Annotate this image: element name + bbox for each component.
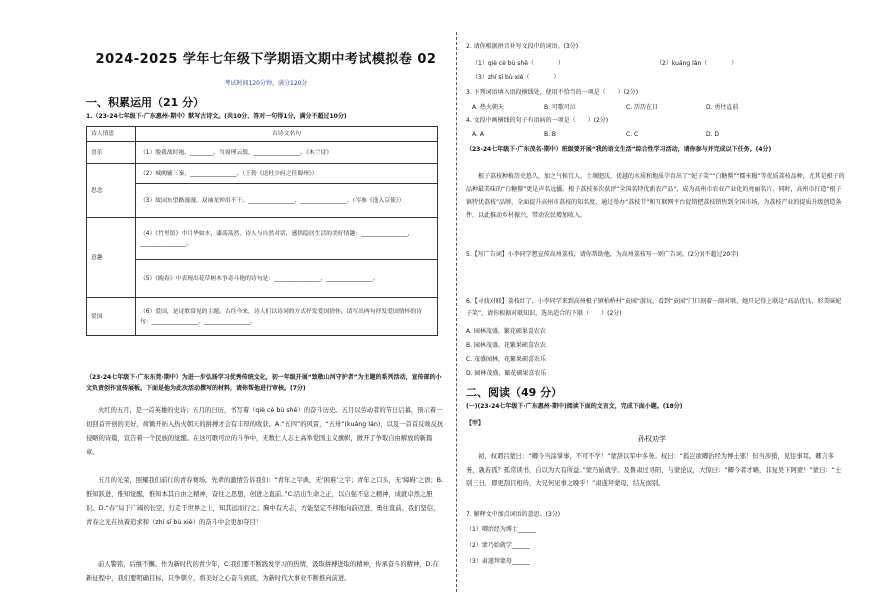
option-c: C. C	[626, 131, 639, 138]
row-label: 喜乐	[87, 142, 136, 164]
section-heading-1: 一、积累运用（21 分）	[86, 96, 205, 109]
right-column	[466, 0, 846, 615]
option-b: B. 可歌可泣	[544, 104, 576, 111]
question-2-intro: （23-24七年级下·广东东莞·期中）为进一步弘扬学习优秀传统文化，初一年级开展“致敬山河守护者”为主题的系列活动，宣传部的小文负责创作宣传展板。下面是他为此次活动撰写的材料，请你帮他进行审核。(7分)	[86, 374, 442, 392]
page-title: 2024-2025 学年七年级下学期语文期中考试模拟卷 02	[95, 52, 437, 67]
answer-item: （1）卿治经为博士______	[466, 526, 536, 533]
option-d: D. 勇往直前	[706, 104, 739, 111]
table-cell: （4）《竹里馆》中月华如水，漆荡荡然，诗人与自然对话，感悟隐居生活的美好情趣：________________，________________。	[136, 218, 438, 260]
table-cell: （6）爱国，是诗歌常见的主题。古往今来，诗人们以诗词的方式抒发爱国情怀。请写出两句抒发爱国情怀的诗句：________________，________________。	[136, 298, 438, 336]
pinyin-item: （1）qiè cè bù shě（ ）	[472, 60, 564, 67]
option-b: B. 园林茂盛，花繁果硕喜农农	[466, 342, 546, 349]
passage-title: 孙权劝学	[638, 435, 666, 443]
left-column	[86, 0, 446, 615]
table-header: 诗人情思	[87, 127, 136, 142]
table-header: 古诗文名句	[136, 127, 438, 142]
option-a: A. 园林茂盛，繁花硕果喜农农	[466, 328, 546, 335]
option-a: A. A	[472, 131, 484, 138]
answer-item: （3）肃遂拜蒙母______	[466, 558, 530, 565]
option-d: D. D	[706, 131, 720, 138]
option-a: A. 热火朝天	[472, 104, 504, 111]
table-cell: （1）脱我战时袍，________。当窗理云鬓，________________。《木兰诗》	[136, 142, 438, 164]
passage-tag: 【甲】	[466, 420, 485, 427]
question-6: 6.【寻找对联】荔枝红了，小李同学来到高州根子镇柏桥村“贡园”游玩，看到“贡园”门口刻着一副对联，她只记得上联是“高品优良，形美味妃子笑”，请你根据对联知识，选出适合的下联（ ）(2分)	[466, 298, 842, 317]
question-2a: 2. 请你根据拼音补写文段中的词语。(3分)	[466, 43, 579, 50]
option-d: D. 园林茂盛，繁花硕果喜农乐	[466, 370, 547, 377]
column-divider	[456, 32, 457, 592]
option-b: B. B	[544, 131, 557, 138]
answer-item: （2）蒙乃始就学______	[466, 542, 530, 549]
question-3: 3. 下列词语填入语段横线处，使用不恰当的一项是（ ）(2分)	[466, 89, 639, 96]
option-c: C. 茂盛园林，花繁果硕喜农乐	[466, 356, 547, 363]
poem-table	[86, 126, 438, 336]
option-c: C. 历历在目	[626, 104, 659, 111]
pinyin-item: （3）zhí sī bù xiè（ ）	[472, 74, 560, 81]
question-5-intro: （23-24七年级下·广东茂名·期中）班级要开展“我的语文生活”综合性学习活动，请你参与并完成以下任务。(4分)	[466, 146, 772, 153]
question-4: 4. 文段中画横线的句子有语病的一项是（ ）(2分)	[466, 117, 609, 124]
question-1: 1.（23-24七年级下·广东惠州·期中）默写古诗文。(共10分，答对一句得1分，满分不超过10分)	[86, 113, 347, 120]
reading-intro: (一)(23-24七年级下·广东惠州·期中)阅读下面的文言文，完成下面小题。(18分)	[466, 403, 683, 410]
question-7: 7. 解释文中加点词语的意思。(3分)	[466, 511, 561, 518]
passage-paragraph: 前人警铭，后继不懈。作为新时代的青少年，C.我们要不断践发学习的热情，汲取拼搏进取的精神，传承奋斗的精神，D.在新征程中，我们要明确目标，只争朝夕，将美好之心奋斗到底，为新时代大事业不断推向前进。	[86, 561, 439, 582]
table-cell: （3）故园东望路漫漫，双袖龙钟泪不干。________________，________________。（岑参《逢入京使》）	[136, 184, 438, 218]
table-cell: （5）《晚春》中表现出花草树木争奇斗艳的诗句是：________________，________________。	[136, 260, 438, 298]
passage-paragraph: 五月的光荣，照耀我们前行的青春赛场。先辈的激情告诉我们：“青年之字典，无‘困难’之字；青年之口头，无‘障碍’之语；B.惟知跃进，惟知觉醒，惟知本其自由之精神，奋往之思想，创进之直前。”C.活出生命之正，以自强不息之精神，成就卓然之胆识。D.“春”局于广阔的长空，行走于世界之上，知其远而行之；胸中有大志，方能坚定不移地向前迈进，勇往直前。我们坚信，青春之光在执着追求和（zhí sī bù xiè）的奋斗中会更加夺目！	[86, 477, 444, 526]
question-5: 5.【写广告词】小李同学想宣传高州荔枝，请你帮助他，为高州荔枝写一则广告词。(2分)(不超过20字)	[466, 251, 739, 258]
passage-paragraph: 初，权谓吕蒙曰：“卿今当涂掌事，不可不学！”蒙辞以军中多务。权曰：“孤岂欲卿治经为博士邪！但当涉猎，见往事耳。卿言多务，孰若孤？孤常读书，自以为大有所益。”蒙乃始就学。及鲁肃过寻阳，与蒙论议，大惊曰：“卿今者才略，非复吴下阿蒙！”蒙曰：“士别三日，即更刮目相待，大兄何见事之晚乎！”肃遂拜蒙母，结友而别。	[466, 453, 842, 487]
section-heading-2: 二、阅读（49 分）	[466, 386, 563, 399]
passage-paragraph: 火红的五月，是一首英雄的史诗；五月的日历，书写着（qiè cè bù shě）的奋斗历史。五月以劳动者的节日启幕，预示着一切回首开创的美好，荷锄开拓入热火朝天的拼搏才会有丰厚的收获。A.“五四”的风雷，“五卅”(kuáng lán)，以及一首首反映反抗侵略的诗篇，宣告着一个民族的觉醒。在这可歌可泣的斗争中，无数仁人志士高举爱国主义旗帜，掀开了争取自由解放的新篇章。	[86, 407, 444, 456]
passage-paragraph: 根子荔枝种植历史悠久，加之气候宜人、土壤肥沃，优越的水质和地质孕育出了“妃子笑”“白糖罂”“糯米糍”等优质荔枝品种，尤其是根子的品种最美味的“白糖罂”更是声名远播。根子荔枝多次获评“全国名特优新农产品”，成为高州市农业产业化的亮丽名片。同时，高州市打造“根子镇特优荔枝”品牌，全面提升高州市荔枝的知名度，通过举办“荔枝节”和互联网平台促销把荔枝销售到全国市场，为荔枝产业的提质升级创造条件，以此推动乡村振兴，带动农民增加收入。	[466, 173, 845, 219]
pinyin-item: （2）kuáng lán（ ）	[656, 60, 738, 67]
exam-meta: 考试时间120分钟，满分120分	[224, 80, 308, 87]
row-label: 思念	[87, 164, 136, 218]
row-label: 意趣	[87, 218, 136, 298]
table-cell: （2）城阙辅三秦，________________。（王勃《送杜少府之任蜀州》）	[136, 164, 438, 184]
row-label: 爱国	[87, 298, 136, 336]
